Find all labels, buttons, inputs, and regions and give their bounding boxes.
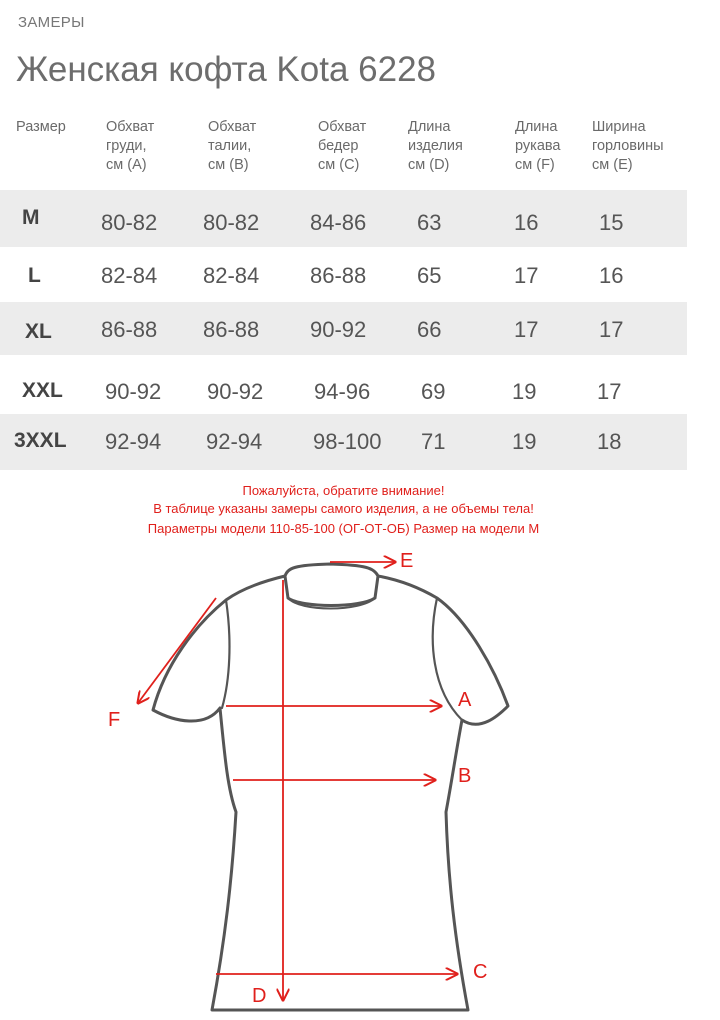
cell-size: M <box>22 206 40 229</box>
label-e: E <box>400 550 414 572</box>
label-a: A <box>458 689 472 711</box>
cell-sleeve: 16 <box>514 210 539 235</box>
cell-length: 63 <box>417 210 442 235</box>
cell-length: 66 <box>417 317 442 342</box>
cell-length: 69 <box>421 379 446 404</box>
cell-waist: 82-84 <box>203 263 260 288</box>
cell-chest: 92-94 <box>105 429 162 454</box>
label-d: D <box>252 985 267 1007</box>
cell-chest: 90-92 <box>105 379 162 404</box>
measure-line-f <box>138 598 216 703</box>
table-row <box>0 414 687 470</box>
header-neck: Ширина горловины см (E) <box>592 119 664 173</box>
cell-waist: 86-88 <box>203 317 260 342</box>
garment-outline <box>153 564 508 1010</box>
table-row <box>0 247 687 302</box>
cell-sleeve: 17 <box>514 317 539 342</box>
cell-size: L <box>28 264 41 287</box>
cell-length: 71 <box>421 429 446 454</box>
header-length: Длина изделия см (D) <box>408 119 463 173</box>
measurement-lines <box>138 562 457 1000</box>
cell-neck: 15 <box>599 210 624 235</box>
cell-neck: 17 <box>597 379 622 404</box>
cell-size: 3XXL <box>14 429 67 452</box>
cell-chest: 82-84 <box>101 263 158 288</box>
table-row <box>0 190 687 247</box>
cell-waist: 80-82 <box>203 210 260 235</box>
cell-hips: 98-100 <box>313 429 382 454</box>
note-attention: Пожалуйста, обратите внимание! <box>242 483 445 498</box>
cell-sleeve: 19 <box>512 379 537 404</box>
cell-chest: 86-88 <box>101 317 158 342</box>
label-f: F <box>108 709 121 731</box>
header-waist: Обхват талии, см (B) <box>208 119 257 173</box>
size-table <box>0 116 720 470</box>
cell-hips: 94-96 <box>314 379 371 404</box>
garment-diagram <box>0 530 720 1020</box>
header-size: Размер <box>16 119 66 135</box>
cell-sleeve: 17 <box>514 263 539 288</box>
table-row <box>0 355 687 414</box>
cell-hips: 90-92 <box>310 317 367 342</box>
header-chest: Обхват груди, см (A) <box>106 119 155 173</box>
label-b: B <box>458 765 472 787</box>
cell-size: XL <box>25 320 52 343</box>
cell-neck: 18 <box>597 429 622 454</box>
table-row <box>0 302 687 355</box>
page-title: Женская кофта Kota 6228 <box>16 50 437 89</box>
cell-neck: 16 <box>599 263 624 288</box>
header-sleeve: Длина рукава см (F) <box>515 119 561 173</box>
cell-hips: 86-88 <box>310 263 367 288</box>
note-model-params: Параметры модели 110-85-100 (ОГ-ОТ-ОБ) Размер на модели M <box>147 521 540 536</box>
cell-size: XXL <box>22 379 63 402</box>
cell-length: 65 <box>417 263 442 288</box>
cell-waist: 90-92 <box>207 379 264 404</box>
note-measurements: В таблице указаны замеры самого изделия, а не объемы тела! <box>153 501 534 516</box>
table-header <box>0 116 720 190</box>
cell-hips: 84-86 <box>310 210 367 235</box>
label-c: C <box>473 961 488 983</box>
cell-neck: 17 <box>599 317 624 342</box>
cell-waist: 92-94 <box>206 429 263 454</box>
header-hips: Обхват бедер см (C) <box>318 119 367 173</box>
section-label: ЗАМЕРЫ <box>18 14 85 31</box>
cell-chest: 80-82 <box>101 210 158 235</box>
cell-sleeve: 19 <box>512 429 537 454</box>
